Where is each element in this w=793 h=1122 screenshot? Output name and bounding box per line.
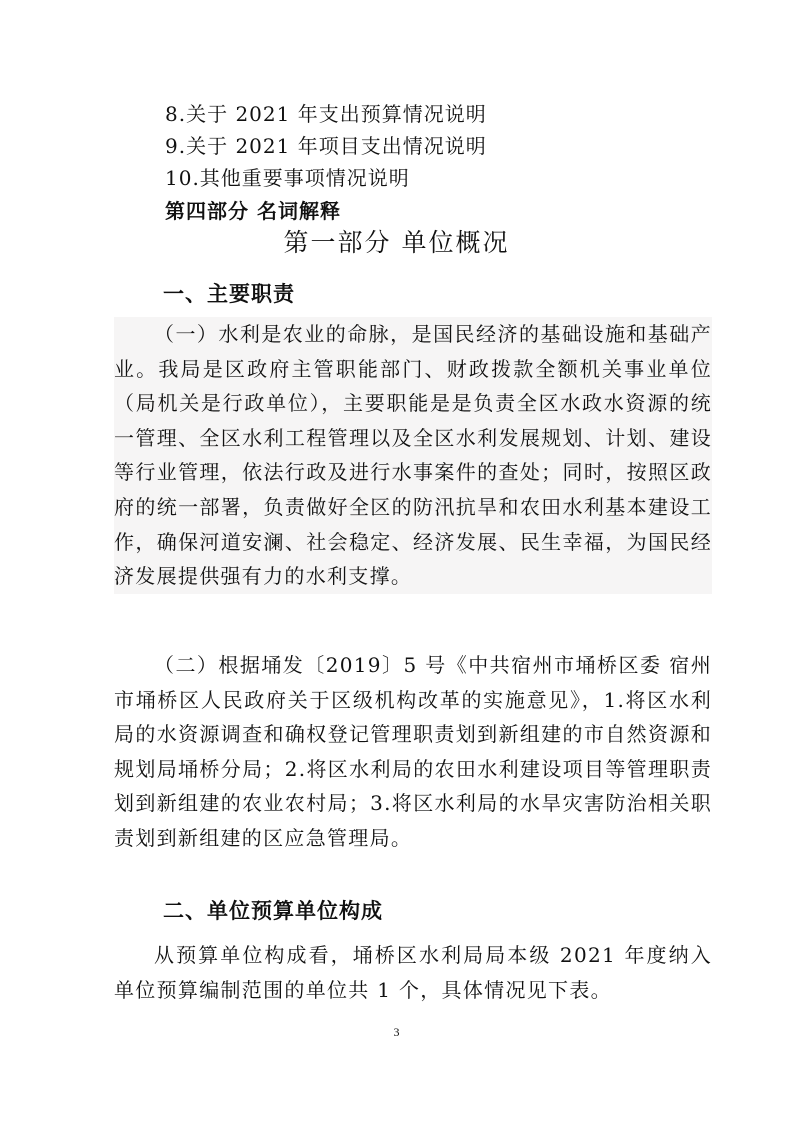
table-of-contents	[165, 98, 725, 227]
toc-part4-heading: 第四部分 名词解释	[165, 199, 341, 223]
section-heading-duties: 一、主要职责	[163, 282, 295, 306]
part-title: 第一部分 单位概况	[283, 228, 510, 257]
duties-paragraph-1: （一）水利是农业的命脉，是国民经济的基础设施和基础产业。我局是区政府主管职能部门、财政拨款全额机关事业单位（局机关是行政单位），主要职能是是负责全区水政水资源的统一管理、全区水利工程管理以及全区水利发展规划、计划、建设等行业管理，依法行政及进行水事案件的查处；同时，按照区政府的统一部署，负责做好全区的防汛抗旱和农田水利基本建设工作，确保河道安澜、社会稳定、经济发展、民生幸福，为国民经济发展提供强有力的水利支撑。	[114, 317, 712, 594]
section-heading-budget-units: 二、单位预算单位构成	[163, 899, 383, 923]
budget-units-paragraph: 从预算单位构成看，埇桥区水利局局本级 2021 年度纳入单位预算编制范围的单位共 1 个，具体情况见下表。	[114, 943, 712, 1002]
toc-item: 8.关于 2021 年支出预算情况说明	[165, 102, 487, 126]
toc-item: 10.其他重要事项情况说明	[165, 166, 410, 190]
page-number: 3	[393, 1025, 400, 1039]
toc-item: 9.关于 2021 年项目支出情况说明	[165, 134, 487, 158]
duties-paragraph-2: （二）根据埇发〔2019〕5 号《中共宿州市埇桥区委 宿州市埇桥区人民政府关于区级机构改革的实施意见》，1.将区水利局的水资源调查和确权登记管理职责划到新组建的市自然资源和规划局埇桥分局；2.将区水利局的农田水利建设项目等管理职责划到新组建的农业农村局；3.将区水利局的水旱灾害防治相关职责划到新组建的区应急管理局。	[114, 653, 712, 850]
